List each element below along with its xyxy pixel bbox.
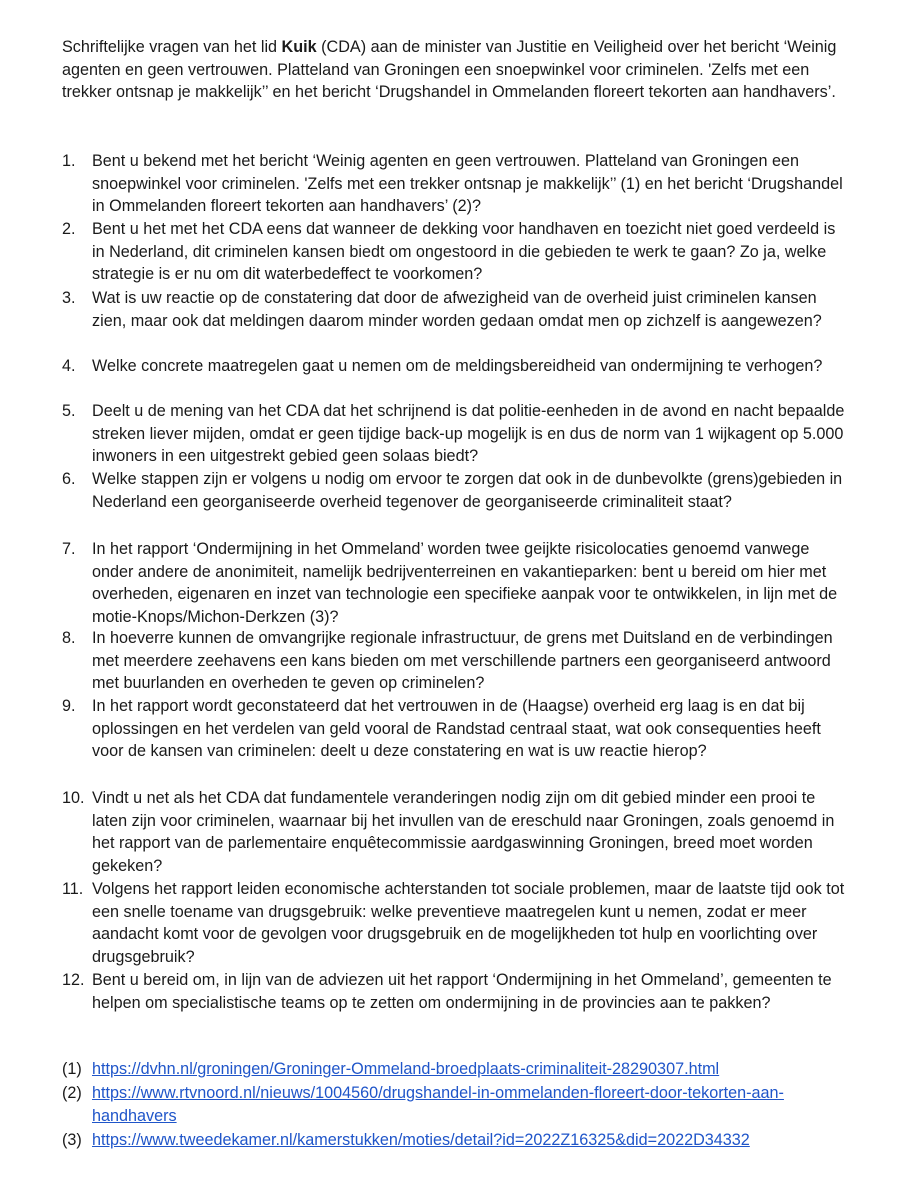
question-text: Wat is uw reactie op de constatering dat door de afwezigheid van de overheid juist criminelen kansen zien, maar ook dat meldingen daarom minder worden gedaan omdat men op zichzelf is aangewezen? bbox=[92, 289, 822, 330]
question-number: 3. bbox=[62, 289, 76, 307]
reference-number: (2) bbox=[62, 1084, 82, 1102]
reference-link[interactable]: https://www.tweedekamer.nl/kamerstukken/moties/detail?id=2022Z16325&did=2022D34332 bbox=[92, 1131, 750, 1149]
question-number: 10. bbox=[62, 789, 85, 807]
intro-text-after: (CDA) aan de minister van Justitie en Veiligheid over het bericht ‘Weinig agenten en geen vertrouwen. Platteland van Groningen een snoepwinkel voor criminelen. 'Zelfs met een trekker ontsnap je makkelijk’’ en het bericht ‘Drugshandel in Ommelanden floreert tekorten aan handhavers’. bbox=[62, 38, 837, 102]
question-number: 12. bbox=[62, 971, 85, 989]
intro-text-before: Schriftelijke vragen van het lid bbox=[62, 38, 282, 56]
question-text: In het rapport wordt geconstateerd dat het vertrouwen in de (Haagse) overheid erg laag is en dat bij oplossingen en het verdelen van geld vooral de Randstad centraal staat, wat ook consequenties heeft voor de kansen van criminelen: deelt u deze constatering en wat is uw reactie hierop? bbox=[92, 697, 821, 761]
question-number: 7. bbox=[62, 540, 76, 558]
reference-number: (1) bbox=[62, 1060, 82, 1078]
question-number: 6. bbox=[62, 470, 76, 488]
reference-link[interactable]: https://www.rtvnoord.nl/nieuws/1004560/drugshandel-in-ommelanden-floreert-door-tekorten-aan-handhavers bbox=[92, 1084, 784, 1125]
intro-paragraph bbox=[62, 36, 862, 104]
question-text: Bent u bekend met het bericht ‘Weinig agenten en geen vertrouwen. Platteland van Groningen een snoepwinkel voor criminelen. 'Zelfs met een trekker ontsnap je makkelijk’’ (1) en het bericht ‘Drugshandel in Ommelanden floreert tekorten aan handhavers’ (2)? bbox=[92, 152, 843, 216]
reference-link[interactable]: https://dvhn.nl/groningen/Groninger-Ommeland-broedplaats-criminaliteit-28290307.html bbox=[92, 1060, 720, 1078]
question-number: 4. bbox=[62, 357, 76, 375]
question-text: Deelt u de mening van het CDA dat het schrijnend is dat politie-eenheden in de avond en nacht bepaalde streken liever mijden, omdat er geen tijdige back-up mogelijk is en dus de norm van 1 wijkagent op 5.000 inwoners in een uitgestrekt gebied geen solaas biedt? bbox=[92, 402, 845, 466]
question-text: In het rapport ‘Ondermijning in het Ommeland’ worden twee geijkte risicolocaties genoemd vanwege onder andere de anonimiteit, namelijk bedrijventerreinen en vakantieparken: bent u bereid om hier met overheden, eigenaren en inzet van technologie een specifieke aanpak voor te ontwikkelen, in lijn met de motie-Knops/Michon-Derkzen (3)? bbox=[92, 540, 838, 626]
question-text: Welke concrete maatregelen gaat u nemen om de meldingsbereidheid van ondermijning te verhogen? bbox=[92, 357, 823, 375]
question-number: 9. bbox=[62, 697, 76, 715]
question-number: 8. bbox=[62, 629, 76, 647]
question-text: Bent u het met het CDA eens dat wanneer de dekking voor handhaven en toezicht niet goed verdeeld is in Nederland, dit criminelen kansen biedt om ongestoord in die gebieden te werk te gaan? Zo ja, welke strategie is er nu om dit waterbedeffect te voorkomen? bbox=[92, 220, 836, 284]
reference-number: (3) bbox=[62, 1131, 82, 1149]
question-number: 5. bbox=[62, 402, 76, 420]
question-text: In hoeverre kunnen de omvangrijke regionale infrastructuur, de grens met Duitsland en de verbindingen met meerdere zeehavens een kans bieden om met verschillende partners een georganiseerd antwoord met buurlanden en overheden te geven op criminelen? bbox=[92, 629, 833, 693]
intro-member-name: Kuik bbox=[281, 38, 317, 56]
question-number: 1. bbox=[62, 152, 76, 170]
question-number: 2. bbox=[62, 220, 76, 238]
question-number: 11. bbox=[62, 880, 84, 898]
question-text: Bent u bereid om, in lijn van de adviezen uit het rapport ‘Ondermijning in het Ommeland’, gemeenten te helpen om specialistische teams op te zetten om ondermijning in de provincies aan te pakken? bbox=[92, 971, 832, 1012]
question-text: Vindt u net als het CDA dat fundamentele veranderingen nodig zijn om dit gebied minder een prooi te laten zijn voor criminelen, waarnaar bij het invullen van de ereschuld naar Groningen, zoals genoemd in het rapport van de parlementaire enquêtecommissie aardgaswinning Groningen, breed moet worden gekeken? bbox=[92, 789, 835, 875]
question-text: Volgens het rapport leiden economische achterstanden tot sociale problemen, maar de laatste tijd ook tot een snelle toename van drugsgebruik: welke preventieve maatregelen kunt u nemen, zodat er meer aandacht komt voor de gevolgen voor drugsgebruik en de mogelijkheden tot hulp en voorlichting over drugsgebruik? bbox=[92, 880, 845, 966]
question-text: Welke stappen zijn er volgens u nodig om ervoor te zorgen dat ook in de dunbevolkte (grens)gebieden in Nederland een georganiseerde overheid tegenover de georganiseerde criminaliteit staat? bbox=[92, 470, 843, 511]
